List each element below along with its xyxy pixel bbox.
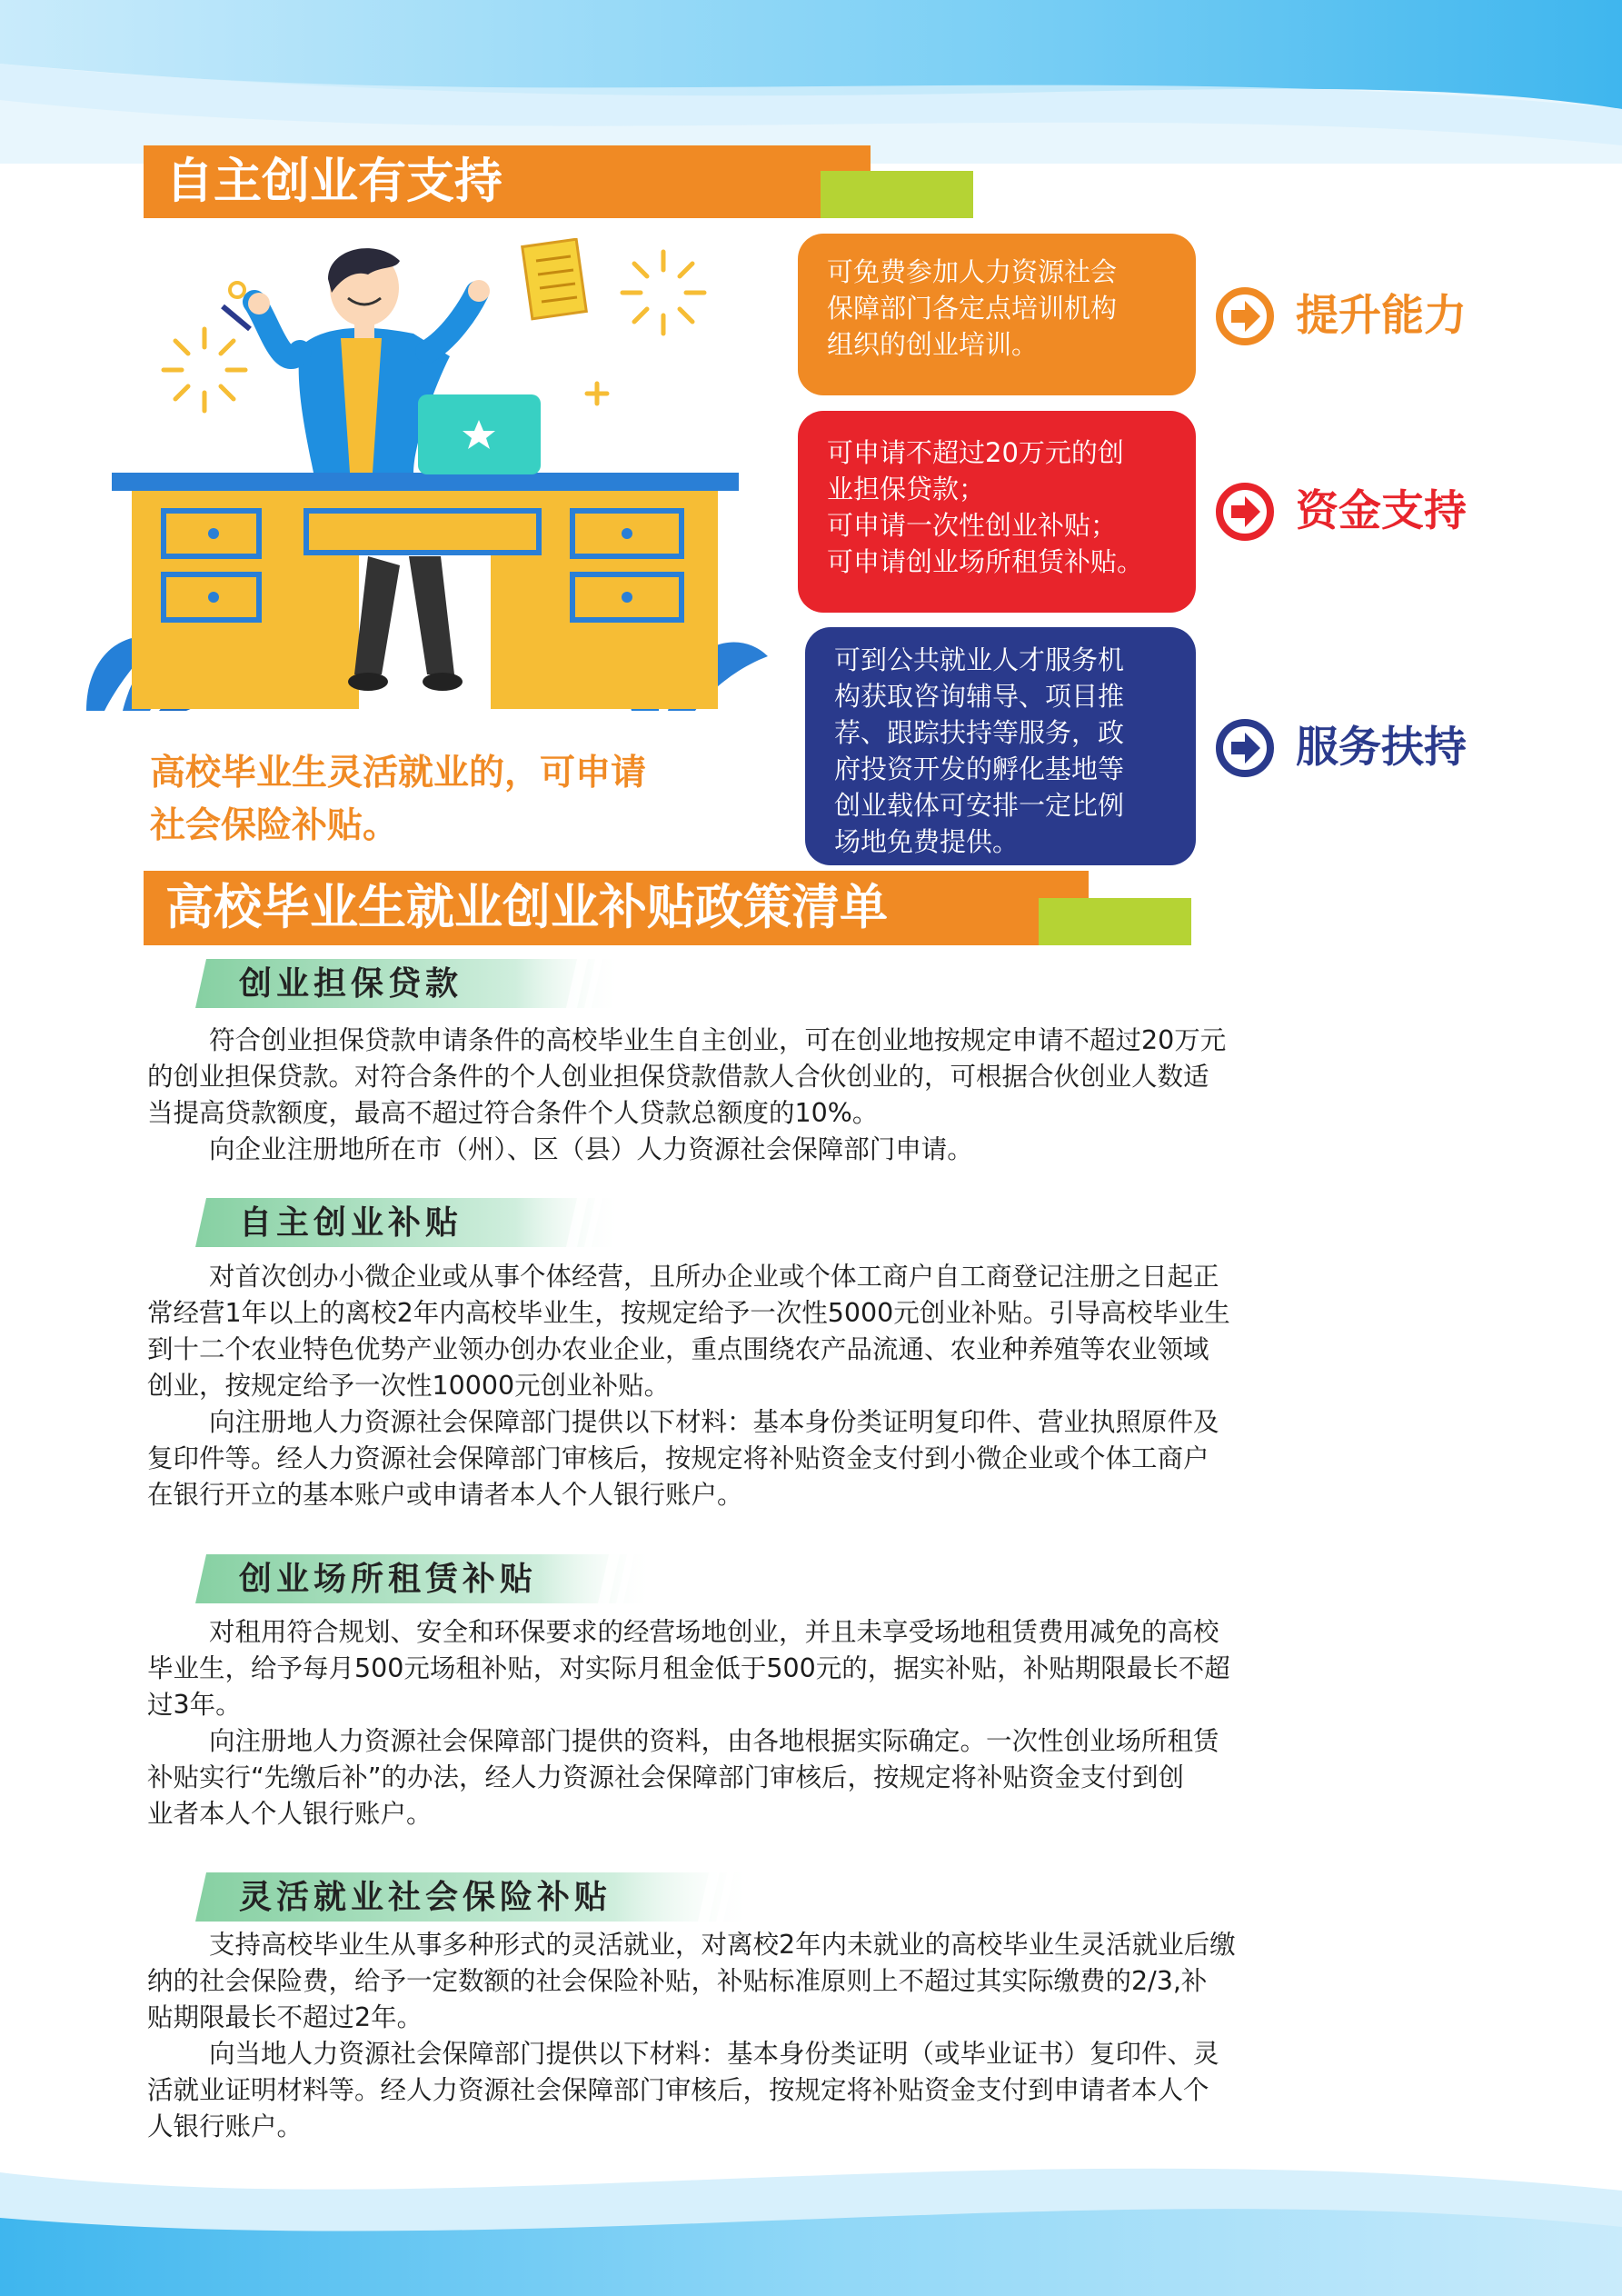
policy-heading-loan: 创业担保贷款 <box>195 959 622 1008</box>
section-1-header <box>144 145 871 218</box>
policy-text-rent-subsidy: 对租用符合规划、安全和环保要求的经营场地创业，并且未享受场地租赁费用减免的高校 毕业生，给予每月500元场租补贴，对实际月租金低于500元的，据实补贴，补贴期限最长不超 过3年。 向注册地人力资源社会保障部门提供的资料，由各地根据实际确定。一次性创业场所租赁 补贴实行“先缴后补”的办法，经人力资源社会保障部门审核后，按规定将补贴资金支付到创 业者本人个人银行账户。 <box>147 1617 1230 1829</box>
callout-services: 可到公共就业人才服务机 构获取咨询辅导、项目推 荐、跟踪扶持等服务，政 府投资开发的孵化基地等 创业载体可安排一定比例 场地免费提供。 <box>805 627 1196 865</box>
section-1-title: 自主创业有支持 <box>165 154 503 209</box>
policy-text-startup-subsidy: 对首次创办小微企业或从事个体经营，且所办企业或个体工商户自工商登记注册之日起正 常经营1年以上的离校2年内高校毕业生，按规定给予一次性5000元创业补贴。引导高校毕业生 到十二个农业特色优势产业领办创办农业企业，重点围绕农产品流通、农业种养殖等农业领域 创业，按规定给予一次性10000元创业补贴。 向注册地人力资源社会保障部门提供以下材料：基本身份类证明复印件、营业执照原件及 复印件等。经人力资源社会保障部门审核后，按规定将补贴资金支付到小微企业或个体工商户 在银行开立的基本账户或申请者本人个人银行账户。 <box>147 1262 1230 1510</box>
callout-funding: 可申请不超过20万元的创 业担保贷款； 可申请一次性创业补贴； 可申请创业场所租赁补贴。 <box>798 411 1196 613</box>
dot-icon <box>230 283 244 297</box>
callout-label-services: 服务扶持 <box>1296 723 1467 773</box>
flexible-employment-note: 高校毕业生灵活就业的，可申请 社会保险补贴。 <box>150 753 647 846</box>
callout-label-ability: 提升能力 <box>1296 291 1467 341</box>
document-icon <box>522 239 587 319</box>
laptop-icon <box>418 394 541 474</box>
section-2-title: 高校毕业生就业创业补贴政策清单 <box>165 880 888 935</box>
section-1-accent-bar <box>821 171 973 218</box>
policy-heading-startup-subsidy: 自主创业补贴 <box>195 1198 622 1247</box>
policy-text-social-insurance: 支持高校毕业生从事多种形式的灵活就业，对离校2年内未就业的高校毕业生灵活就业后缴 纳的社会保险费，给予一定数额的社会保险补贴，补贴标准原则上不超过其实际缴费的2/3,补 贴期限最长不超过2年。 向当地人力资源社会保障部门提供以下材料：基本身份类证明（或毕业证书）复印件、灵 活就业证明材料等。经人力资源社会保障部门审核后，按规定将补贴资金支付到申请者本人个 人银行账户。 <box>147 1930 1236 2141</box>
arrow-right-icon <box>1215 718 1275 778</box>
arrow-right-icon <box>1215 286 1275 346</box>
policy-heading-social-insurance: 灵活就业社会保险补贴 <box>195 1872 754 1922</box>
callout-label-funding: 资金支持 <box>1296 486 1467 536</box>
entrepreneur-illustration <box>68 238 786 729</box>
section-2-accent-bar <box>1039 898 1191 945</box>
section-2-header <box>144 871 1089 945</box>
callout-training: 可免费参加人力资源社会 保障部门各定点培训机构 组织的创业培训。 <box>798 234 1196 395</box>
arrow-right-icon <box>1215 482 1275 542</box>
policy-heading-rent-subsidy: 创业场所租赁补贴 <box>195 1554 654 1603</box>
top-wave-background <box>0 0 1622 164</box>
policy-text-loan: 符合创业担保贷款申请条件的高校毕业生自主创业，可在创业地按规定申请不超过20万元 的创业担保贷款。对符合条件的个人创业担保贷款借款人合伙创业的，可根据合伙创业人数适 当提高贷款额度，最高不超过符合条件个人贷款总额度的10%。 向企业注册地所在市（州）、区（县）人力资源社会保障部门申请。 <box>147 1025 1227 1164</box>
